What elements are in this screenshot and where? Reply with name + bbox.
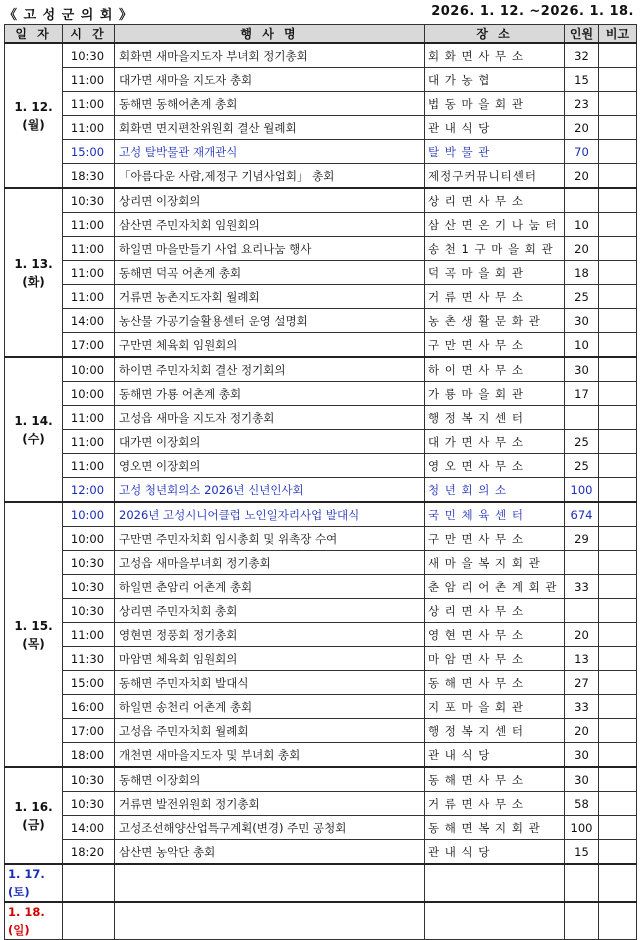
time-cell: 11:00 bbox=[63, 261, 115, 285]
count-cell: 10 bbox=[565, 213, 599, 237]
venue-cell: 법 동 마 을 회 관 bbox=[425, 92, 565, 116]
event-cell: 농산물 가공기술활용센터 운영 설명회 bbox=[115, 309, 425, 333]
note-cell bbox=[599, 140, 637, 164]
count-cell: 25 bbox=[565, 430, 599, 454]
time-cell: 10:00 bbox=[63, 382, 115, 406]
time-cell: 11:30 bbox=[63, 647, 115, 671]
event-cell: 상리면 주민자치회 총회 bbox=[115, 599, 425, 623]
venue-cell: 덕 곡 마 을 회 관 bbox=[425, 261, 565, 285]
date-cell bbox=[5, 188, 63, 357]
event-cell: 동해면 가룡 어촌계 총회 bbox=[115, 382, 425, 406]
count-cell: 10 bbox=[565, 333, 599, 358]
note-cell bbox=[599, 551, 637, 575]
table-row bbox=[5, 767, 637, 792]
count-cell: 18 bbox=[565, 261, 599, 285]
weekend-row bbox=[5, 902, 637, 940]
note-cell bbox=[599, 816, 637, 840]
event-cell: 삼산면 주민자치회 임원회의 bbox=[115, 213, 425, 237]
event-cell: 개천면 새마을지도자 및 부녀회 총회 bbox=[115, 743, 425, 768]
event-cell: 거류면 발전위원회 정기총회 bbox=[115, 792, 425, 816]
count-cell: 674 bbox=[565, 502, 599, 527]
count-cell: 30 bbox=[565, 743, 599, 768]
time-cell: 15:00 bbox=[63, 140, 115, 164]
time-cell: 11:00 bbox=[63, 92, 115, 116]
venue-cell: 마 암 면 사 무 소 bbox=[425, 647, 565, 671]
event-cell: 고성읍 새마을 지도자 정기총회 bbox=[115, 406, 425, 430]
venue-cell: 삼 산 면 온 기 나 눔 터 bbox=[425, 213, 565, 237]
note-cell bbox=[599, 575, 637, 599]
venue-cell: 영 오 면 사 무 소 bbox=[425, 454, 565, 478]
time-cell: 10:30 bbox=[63, 599, 115, 623]
empty-cell bbox=[425, 864, 565, 902]
event-cell: 고성읍 새마을부녀회 정기총회 bbox=[115, 551, 425, 575]
event-cell: 하일면 춘암리 어촌계 총회 bbox=[115, 575, 425, 599]
count-cell bbox=[565, 551, 599, 575]
schedule-body bbox=[5, 43, 637, 940]
table-row bbox=[5, 237, 637, 261]
time-cell: 11:00 bbox=[63, 116, 115, 140]
venue-cell: 거 류 면 사 무 소 bbox=[425, 285, 565, 309]
table-row bbox=[5, 816, 637, 840]
time-cell: 11:00 bbox=[63, 285, 115, 309]
note-cell bbox=[599, 164, 637, 189]
empty-cell bbox=[599, 902, 637, 940]
col-header-time: 시 간 bbox=[63, 25, 115, 44]
note-cell bbox=[599, 116, 637, 140]
count-cell: 13 bbox=[565, 647, 599, 671]
table-row bbox=[5, 551, 637, 575]
table-row bbox=[5, 647, 637, 671]
count-cell bbox=[565, 599, 599, 623]
time-cell: 10:00 bbox=[63, 357, 115, 382]
date-cell bbox=[5, 43, 63, 188]
empty-cell bbox=[115, 902, 425, 940]
time-cell: 15:00 bbox=[63, 671, 115, 695]
count-cell: 20 bbox=[565, 164, 599, 189]
note-cell bbox=[599, 527, 637, 551]
note-cell bbox=[599, 309, 637, 333]
date-cell bbox=[5, 357, 63, 502]
note-cell bbox=[599, 92, 637, 116]
time-cell: 18:30 bbox=[63, 164, 115, 189]
table-row bbox=[5, 68, 637, 92]
count-cell: 27 bbox=[565, 671, 599, 695]
table-row bbox=[5, 92, 637, 116]
count-cell: 32 bbox=[565, 43, 599, 68]
time-cell: 11:00 bbox=[63, 68, 115, 92]
count-cell: 20 bbox=[565, 719, 599, 743]
table-row bbox=[5, 333, 637, 358]
table-row bbox=[5, 116, 637, 140]
count-cell: 58 bbox=[565, 792, 599, 816]
table-row bbox=[5, 261, 637, 285]
count-cell: 17 bbox=[565, 382, 599, 406]
note-cell bbox=[599, 695, 637, 719]
time-cell: 17:00 bbox=[63, 333, 115, 358]
venue-cell: 상 리 면 사 무 소 bbox=[425, 599, 565, 623]
time-cell: 10:00 bbox=[63, 502, 115, 527]
col-header-count: 인원 bbox=[565, 25, 599, 44]
event-cell: 회화면 면지편찬위원회 결산 월례회 bbox=[115, 116, 425, 140]
note-cell bbox=[599, 213, 637, 237]
table-row bbox=[5, 382, 637, 406]
table-row bbox=[5, 671, 637, 695]
date-cell bbox=[5, 502, 63, 767]
count-cell: 23 bbox=[565, 92, 599, 116]
note-cell bbox=[599, 237, 637, 261]
table-row bbox=[5, 164, 637, 189]
table-row bbox=[5, 188, 637, 213]
time-cell: 10:30 bbox=[63, 188, 115, 213]
table-row bbox=[5, 719, 637, 743]
time-cell: 11:00 bbox=[63, 213, 115, 237]
count-cell: 25 bbox=[565, 285, 599, 309]
table-row bbox=[5, 285, 637, 309]
count-cell: 100 bbox=[565, 478, 599, 503]
table-row bbox=[5, 140, 637, 164]
time-cell: 11:00 bbox=[63, 406, 115, 430]
event-cell: 고성 청년회의소 2026년 신년인사회 bbox=[115, 478, 425, 503]
time-cell: 10:30 bbox=[63, 551, 115, 575]
note-cell bbox=[599, 454, 637, 478]
table-row bbox=[5, 623, 637, 647]
table-row bbox=[5, 454, 637, 478]
weekday-label: (화) bbox=[22, 274, 45, 289]
venue-cell: 회 화 면 사 무 소 bbox=[425, 43, 565, 68]
table-row bbox=[5, 406, 637, 430]
empty-cell bbox=[63, 902, 115, 940]
venue-cell: 지 포 마 을 회 관 bbox=[425, 695, 565, 719]
note-cell bbox=[599, 502, 637, 527]
event-cell: 거류면 농촌지도자회 월례회 bbox=[115, 285, 425, 309]
table-row bbox=[5, 43, 637, 68]
event-cell: 상리면 이장회의 bbox=[115, 188, 425, 213]
venue-cell: 구 만 면 사 무 소 bbox=[425, 527, 565, 551]
count-cell: 70 bbox=[565, 140, 599, 164]
table-row bbox=[5, 840, 637, 865]
venue-cell: 농 촌 생 활 문 화 관 bbox=[425, 309, 565, 333]
time-cell: 18:00 bbox=[63, 743, 115, 768]
weekday-label: (목) bbox=[22, 636, 45, 651]
event-cell: 구만면 체육회 임원회의 bbox=[115, 333, 425, 358]
time-cell: 10:30 bbox=[63, 43, 115, 68]
venue-cell: 동 해 면 사 무 소 bbox=[425, 671, 565, 695]
header-bar bbox=[0, 0, 640, 24]
table-row bbox=[5, 743, 637, 768]
table-row bbox=[5, 695, 637, 719]
date-label: 1. 14. bbox=[14, 413, 53, 428]
table-row bbox=[5, 430, 637, 454]
note-cell bbox=[599, 357, 637, 382]
note-cell bbox=[599, 333, 637, 358]
empty-cell bbox=[565, 864, 599, 902]
count-cell: 20 bbox=[565, 623, 599, 647]
note-cell bbox=[599, 406, 637, 430]
event-cell: 동해면 주민자치회 발대식 bbox=[115, 671, 425, 695]
date-cell bbox=[5, 767, 63, 864]
venue-cell: 춘 암 리 어 촌 계 회 관 bbox=[425, 575, 565, 599]
date-range: 2026. 1. 12. ~2026. 1. 18. bbox=[431, 4, 634, 19]
venue-cell: 구 만 면 사 무 소 bbox=[425, 333, 565, 358]
time-cell: 18:20 bbox=[63, 840, 115, 865]
table-row bbox=[5, 527, 637, 551]
event-cell: 동해면 이장회의 bbox=[115, 767, 425, 792]
venue-cell: 하 이 면 사 무 소 bbox=[425, 357, 565, 382]
venue-cell: 국 민 체 육 센 터 bbox=[425, 502, 565, 527]
count-cell: 33 bbox=[565, 695, 599, 719]
venue-cell: 대 가 농 협 bbox=[425, 68, 565, 92]
count-cell: 30 bbox=[565, 767, 599, 792]
empty-cell bbox=[63, 864, 115, 902]
event-cell: 2026년 고성시니어클럽 노인일자리사업 발대식 bbox=[115, 502, 425, 527]
weekday-label: (금) bbox=[22, 817, 45, 832]
note-cell bbox=[599, 671, 637, 695]
count-cell: 15 bbox=[565, 840, 599, 865]
event-cell: 동해면 동해어촌계 총회 bbox=[115, 92, 425, 116]
event-cell: 영오면 이장회의 bbox=[115, 454, 425, 478]
header-row bbox=[5, 25, 637, 44]
note-cell bbox=[599, 647, 637, 671]
table-row bbox=[5, 502, 637, 527]
venue-cell: 영 현 면 사 무 소 bbox=[425, 623, 565, 647]
count-cell: 30 bbox=[565, 309, 599, 333]
venue-cell: 관 내 식 당 bbox=[425, 116, 565, 140]
event-cell: 하이면 주민자치회 결산 정기회의 bbox=[115, 357, 425, 382]
count-cell: 30 bbox=[565, 357, 599, 382]
venue-cell: 행 정 복 지 센 터 bbox=[425, 719, 565, 743]
event-cell: 동해면 덕곡 어촌계 총회 bbox=[115, 261, 425, 285]
empty-cell bbox=[599, 864, 637, 902]
time-cell: 10:30 bbox=[63, 767, 115, 792]
event-cell: 하일면 송천리 어촌계 총회 bbox=[115, 695, 425, 719]
event-cell: 하일면 마을만들기 사업 요리나눔 행사 bbox=[115, 237, 425, 261]
event-cell: 고성조선해양산업특구계획(변경) 주민 공청회 bbox=[115, 816, 425, 840]
venue-cell: 송 천 1 구 마 을 회 관 bbox=[425, 237, 565, 261]
count-cell: 29 bbox=[565, 527, 599, 551]
event-cell: 고성 탈박물관 재개관식 bbox=[115, 140, 425, 164]
empty-cell bbox=[565, 902, 599, 940]
note-cell bbox=[599, 743, 637, 768]
count-cell: 20 bbox=[565, 116, 599, 140]
time-cell: 11:00 bbox=[63, 623, 115, 647]
time-cell: 11:00 bbox=[63, 454, 115, 478]
note-cell bbox=[599, 68, 637, 92]
venue-cell: 동 해 면 복 지 회 관 bbox=[425, 816, 565, 840]
event-cell: 삼산면 농악단 총회 bbox=[115, 840, 425, 865]
table-row bbox=[5, 309, 637, 333]
time-cell: 11:00 bbox=[63, 237, 115, 261]
empty-cell bbox=[425, 902, 565, 940]
count-cell bbox=[565, 188, 599, 213]
note-cell bbox=[599, 285, 637, 309]
time-cell: 14:00 bbox=[63, 309, 115, 333]
event-cell: 구만면 주민자치회 임시총회 및 위촉장 수여 bbox=[115, 527, 425, 551]
time-cell: 12:00 bbox=[63, 478, 115, 503]
weekday-label: (수) bbox=[22, 431, 45, 446]
count-cell bbox=[565, 406, 599, 430]
note-cell bbox=[599, 478, 637, 503]
note-cell bbox=[599, 767, 637, 792]
count-cell: 15 bbox=[565, 68, 599, 92]
weekend-row bbox=[5, 864, 637, 902]
time-cell: 10:00 bbox=[63, 527, 115, 551]
venue-cell: 탈 박 물 관 bbox=[425, 140, 565, 164]
weekend-date-label: 1. 17.(토) bbox=[5, 864, 63, 902]
venue-cell: 상 리 면 사 무 소 bbox=[425, 188, 565, 213]
table-row bbox=[5, 575, 637, 599]
note-cell bbox=[599, 792, 637, 816]
note-cell bbox=[599, 261, 637, 285]
table-row bbox=[5, 599, 637, 623]
col-header-venue: 장 소 bbox=[425, 25, 565, 44]
note-cell bbox=[599, 719, 637, 743]
event-cell: 대가면 새마을 지도자 총회 bbox=[115, 68, 425, 92]
table-row bbox=[5, 213, 637, 237]
time-cell: 10:30 bbox=[63, 575, 115, 599]
event-cell: 「아름다운 사람,제정구 기념사업회」 총회 bbox=[115, 164, 425, 189]
venue-cell: 청 년 회 의 소 bbox=[425, 478, 565, 503]
venue-cell: 대 가 면 사 무 소 bbox=[425, 430, 565, 454]
time-cell: 16:00 bbox=[63, 695, 115, 719]
date-label: 1. 16. bbox=[14, 799, 53, 814]
col-header-event: 행 사 명 bbox=[115, 25, 425, 44]
schedule-table bbox=[4, 24, 637, 940]
count-cell: 20 bbox=[565, 237, 599, 261]
venue-cell: 거 류 면 사 무 소 bbox=[425, 792, 565, 816]
note-cell bbox=[599, 840, 637, 865]
note-cell bbox=[599, 188, 637, 213]
col-header-note: 비고 bbox=[599, 25, 637, 44]
note-cell bbox=[599, 382, 637, 406]
weekday-label: (월) bbox=[22, 117, 45, 132]
weekend-date-label: 1. 18.(일) bbox=[5, 902, 63, 940]
time-cell: 11:00 bbox=[63, 430, 115, 454]
count-cell: 100 bbox=[565, 816, 599, 840]
page-title: 《 고 성 군 의 회 》 bbox=[4, 8, 133, 23]
date-label: 1. 12. bbox=[14, 99, 53, 114]
venue-cell: 새 마 을 복 지 회 관 bbox=[425, 551, 565, 575]
date-label: 1. 13. bbox=[14, 256, 53, 271]
venue-cell: 관 내 식 당 bbox=[425, 743, 565, 768]
venue-cell: 제정구커뮤니티센터 bbox=[425, 164, 565, 189]
event-cell: 영현면 정풍회 정기총회 bbox=[115, 623, 425, 647]
count-cell: 33 bbox=[565, 575, 599, 599]
table-row bbox=[5, 792, 637, 816]
event-cell: 고성읍 주민자치회 월례회 bbox=[115, 719, 425, 743]
note-cell bbox=[599, 599, 637, 623]
venue-cell: 행 정 복 지 센 터 bbox=[425, 406, 565, 430]
event-cell: 회화면 새마을지도자 부녀회 정기총회 bbox=[115, 43, 425, 68]
venue-cell: 관 내 식 당 bbox=[425, 840, 565, 865]
time-cell: 17:00 bbox=[63, 719, 115, 743]
event-cell: 마암면 체육회 임원회의 bbox=[115, 647, 425, 671]
venue-cell: 가 룡 마 을 회 관 bbox=[425, 382, 565, 406]
event-cell: 대가면 이장회의 bbox=[115, 430, 425, 454]
time-cell: 14:00 bbox=[63, 816, 115, 840]
count-cell: 25 bbox=[565, 454, 599, 478]
date-label: 1. 15. bbox=[14, 618, 53, 633]
time-cell: 10:30 bbox=[63, 792, 115, 816]
col-header-date: 일 자 bbox=[5, 25, 63, 44]
note-cell bbox=[599, 43, 637, 68]
table-row bbox=[5, 357, 637, 382]
venue-cell: 동 해 면 사 무 소 bbox=[425, 767, 565, 792]
empty-cell bbox=[115, 864, 425, 902]
table-row bbox=[5, 478, 637, 503]
note-cell bbox=[599, 623, 637, 647]
note-cell bbox=[599, 430, 637, 454]
